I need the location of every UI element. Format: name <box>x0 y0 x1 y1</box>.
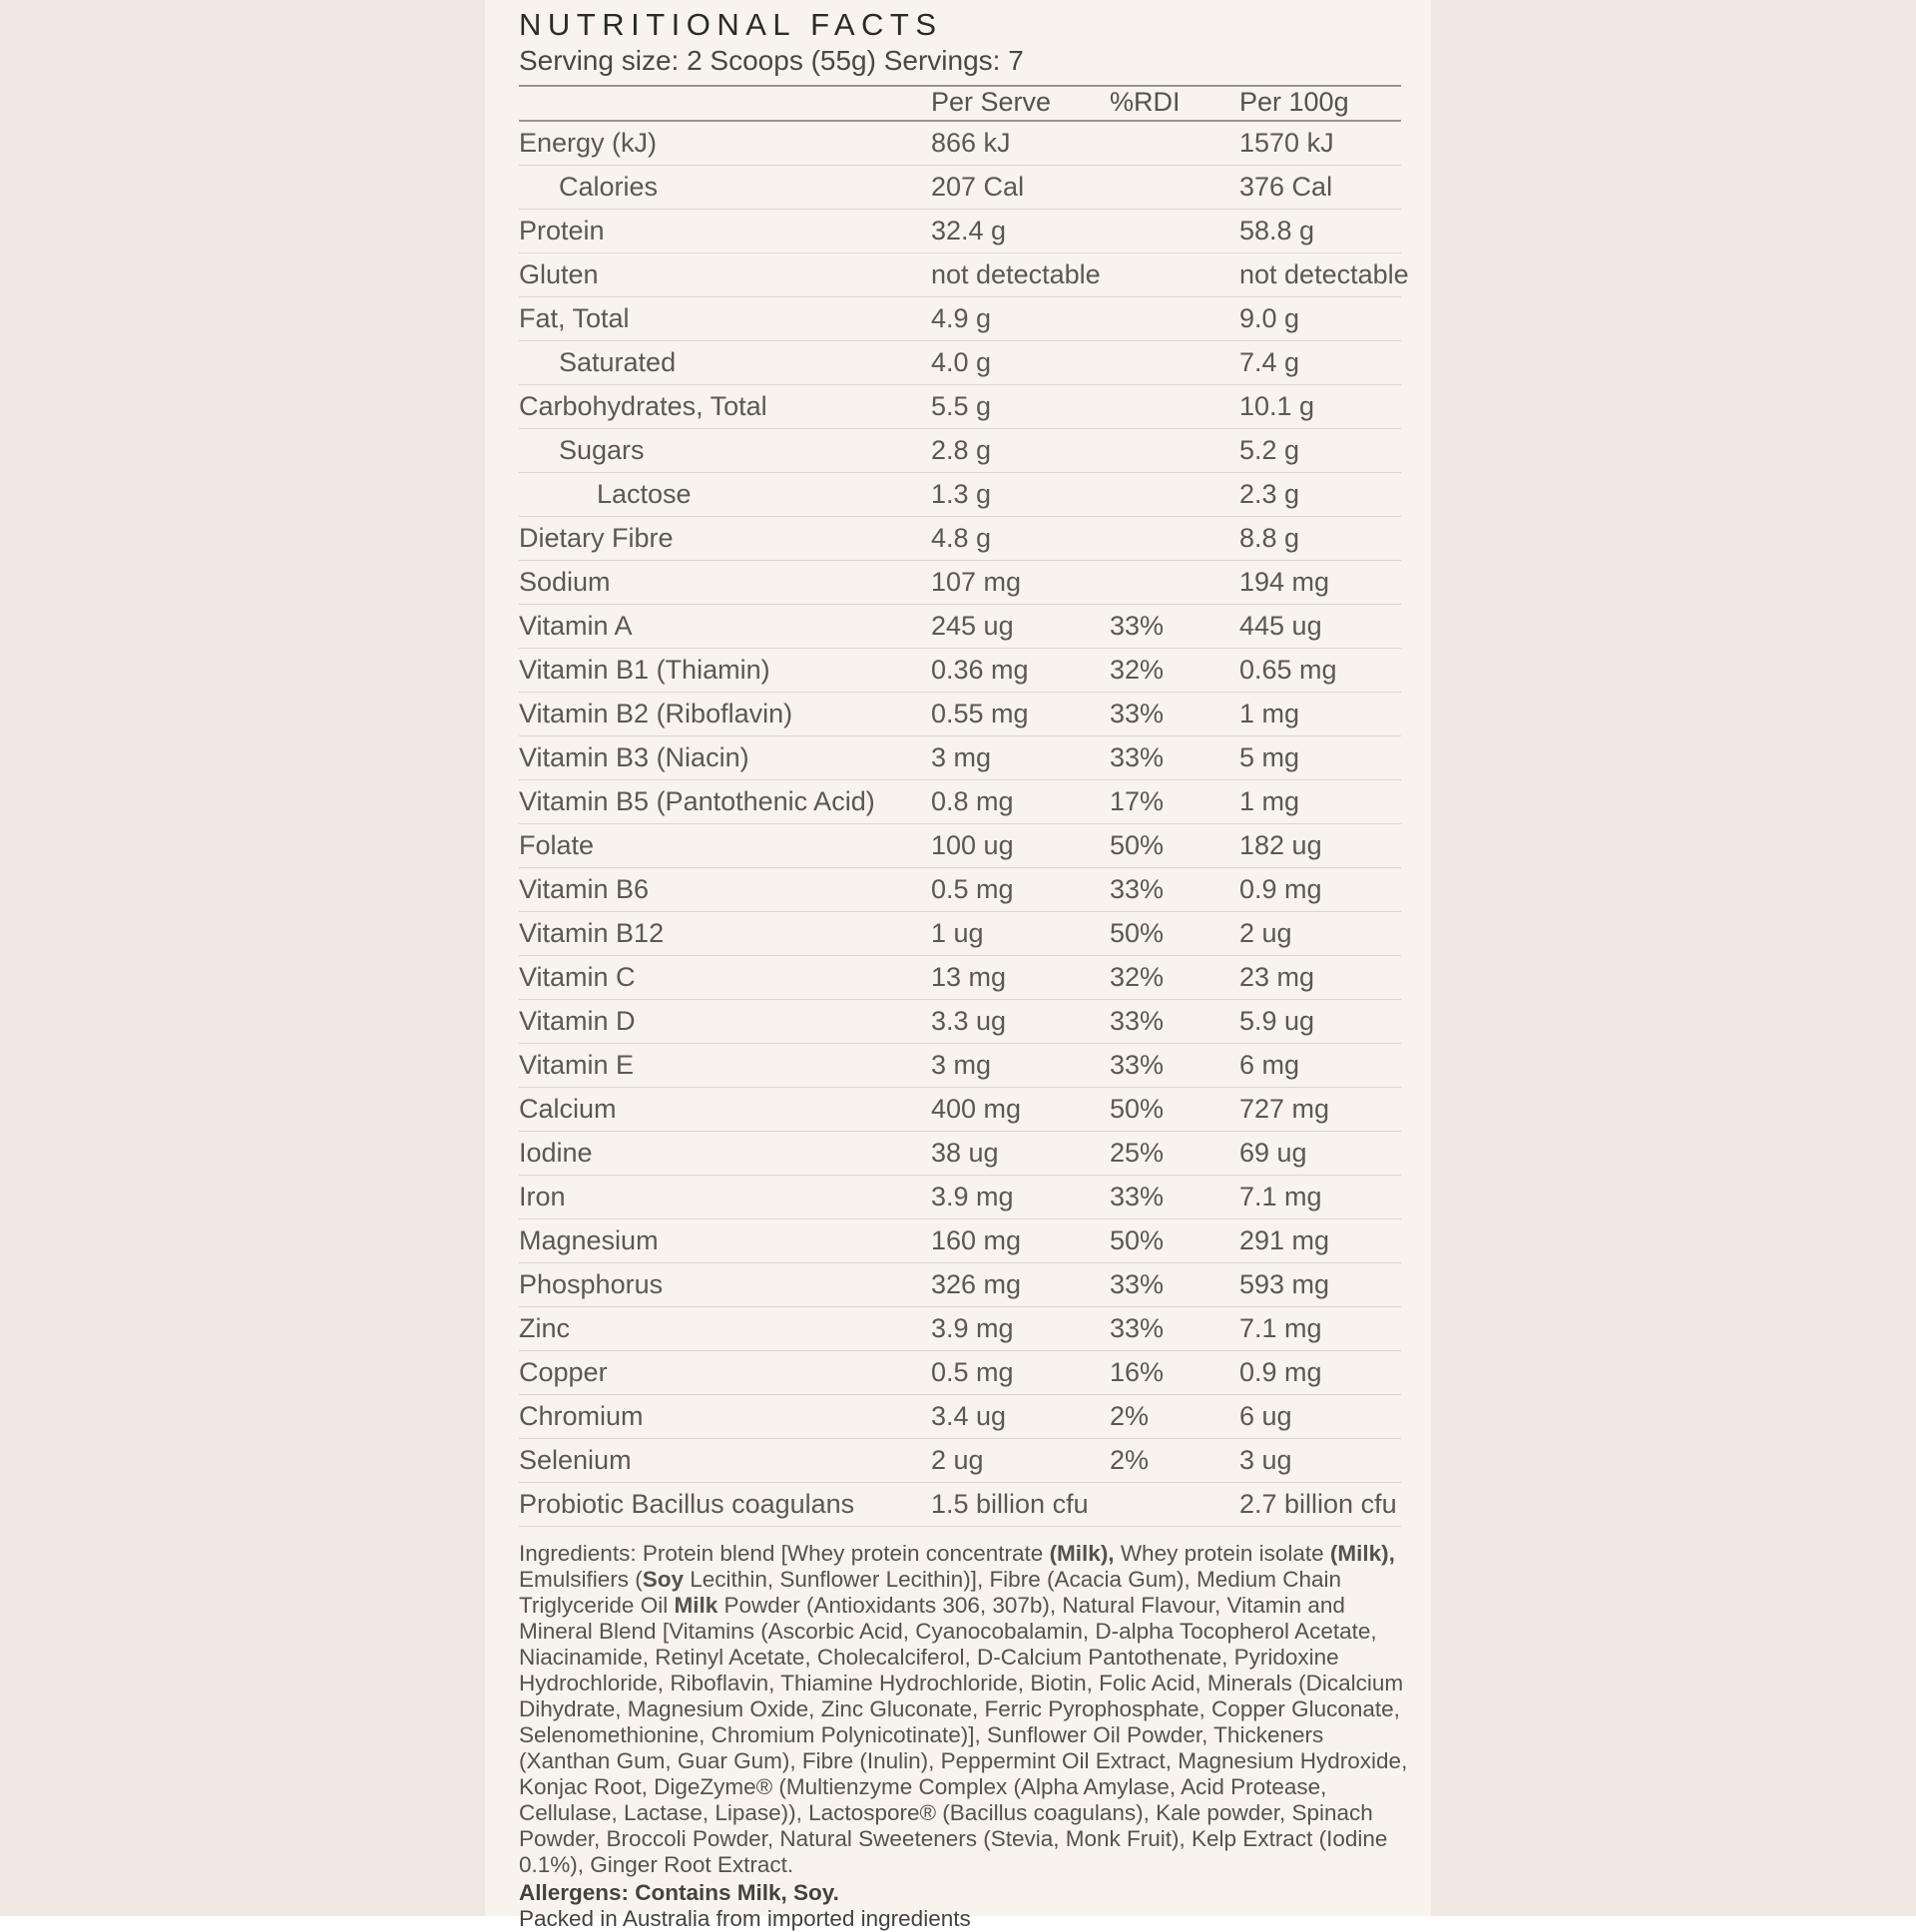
header-per-serve: Per Serve <box>931 87 1052 117</box>
table-row <box>519 253 1409 297</box>
per-serve-value: 4.9 g <box>931 303 992 333</box>
table-row <box>519 824 1401 868</box>
nutrient-label: Carbohydrates, Total <box>519 391 767 421</box>
nutrient-label: Phosphorus <box>519 1269 664 1299</box>
per-serve-value: 3 mg <box>931 1050 992 1080</box>
rdi-value: 32% <box>1110 962 1165 992</box>
per-serve-value: 207 Cal <box>931 172 1025 202</box>
per-serve-value: 0.5 mg <box>931 874 1014 904</box>
per-serve-value: not detectable <box>931 259 1101 289</box>
per-100g-value: 5.2 g <box>1239 435 1300 465</box>
rdi-value: 50% <box>1110 1225 1165 1255</box>
nutrition-content <box>519 7 1409 1932</box>
per-serve-value: 3.9 mg <box>931 1182 1014 1211</box>
per-serve-value: 866 kJ <box>931 128 1011 158</box>
rdi-value: 50% <box>1110 1094 1165 1124</box>
per-serve-value: 1.3 g <box>931 479 992 509</box>
per-100g-value: 376 Cal <box>1239 172 1333 202</box>
table-row <box>519 297 1401 341</box>
rdi-value: 33% <box>1110 874 1165 904</box>
per-serve-value: 13 mg <box>931 962 1007 992</box>
serving-size-line: Serving size: 2 Scoops (55g) Servings: 7 <box>519 45 1024 76</box>
table-row <box>519 561 1401 605</box>
per-serve-value: 107 mg <box>931 567 1022 597</box>
per-100g-value: 6 ug <box>1239 1401 1292 1431</box>
per-100g-value: 7.1 mg <box>1239 1313 1322 1343</box>
table-row <box>519 1307 1401 1351</box>
per-100g-value: 194 mg <box>1239 567 1330 597</box>
table-row <box>519 473 1401 517</box>
table-row <box>519 868 1401 912</box>
per-100g-value: 182 ug <box>1239 830 1322 860</box>
per-100g-value: 1 mg <box>1239 786 1300 816</box>
per-100g-value: 9.0 g <box>1239 303 1300 333</box>
rdi-value: 33% <box>1110 611 1165 641</box>
table-row <box>519 1219 1401 1263</box>
per-serve-value: 0.8 mg <box>931 786 1014 816</box>
table-row <box>519 1044 1401 1088</box>
per-100g-value: 69 ug <box>1239 1138 1307 1168</box>
nutrient-label: Folate <box>519 830 595 860</box>
per-100g-value: 8.8 g <box>1239 523 1300 553</box>
nutrient-label: Protein <box>519 216 605 245</box>
per-100g-value: 2.3 g <box>1239 479 1300 509</box>
header-rdi: %RDI <box>1110 87 1181 117</box>
nutrient-label: Calcium <box>519 1094 617 1124</box>
packed-origin-line: Packed in Australia from imported ingredients <box>519 1906 971 1931</box>
nutrient-label: Magnesium <box>519 1225 659 1255</box>
nutrient-label: Sugars <box>559 435 645 465</box>
table-row <box>519 120 1401 166</box>
rdi-value: 25% <box>1110 1138 1165 1168</box>
nutrient-label: Zinc <box>519 1313 571 1343</box>
nutrient-label: Vitamin A <box>519 611 633 641</box>
rdi-value: 33% <box>1110 1006 1165 1036</box>
nutrient-label: Iodine <box>519 1138 593 1168</box>
nutrient-label: Selenium <box>519 1445 632 1475</box>
per-100g-value: 1570 kJ <box>1239 128 1334 158</box>
per-serve-value: 2.8 g <box>931 435 992 465</box>
per-100g-value: 7.1 mg <box>1239 1182 1322 1211</box>
per-100g-value: 23 mg <box>1239 962 1315 992</box>
per-100g-value: 10.1 g <box>1239 391 1315 421</box>
rdi-value: 33% <box>1110 699 1165 728</box>
nutrient-label: Iron <box>519 1182 566 1211</box>
table-row <box>519 1351 1401 1395</box>
nutrient-label: Calories <box>559 172 659 202</box>
per-serve-value: 326 mg <box>931 1269 1022 1299</box>
per-serve-value: 32.4 g <box>931 216 1007 245</box>
per-100g-value: 5.9 ug <box>1239 1006 1315 1036</box>
nutrient-label: Fat, Total <box>519 303 630 333</box>
per-100g-value: 0.9 mg <box>1239 874 1322 904</box>
per-100g-value: 0.65 mg <box>1239 655 1337 685</box>
rdi-value: 16% <box>1110 1357 1165 1387</box>
per-100g-value: 0.9 mg <box>1239 1357 1322 1387</box>
per-serve-value: 3.9 mg <box>931 1313 1014 1343</box>
rdi-value: 33% <box>1110 1182 1165 1211</box>
nutrient-label: Vitamin D <box>519 1006 636 1036</box>
table-row <box>519 166 1401 210</box>
nutrient-label: Lactose <box>597 479 692 509</box>
nutrient-label: Vitamin B1 (Thiamin) <box>519 655 770 685</box>
table-row <box>519 956 1401 1000</box>
nutrient-label: Vitamin B6 <box>519 874 650 904</box>
per-serve-value: 3.3 ug <box>931 1006 1007 1036</box>
table-row <box>519 1132 1401 1176</box>
table-row <box>519 605 1401 649</box>
per-serve-value: 400 mg <box>931 1094 1022 1124</box>
nutrient-label: Dietary Fibre <box>519 523 674 553</box>
per-100g-value: 727 mg <box>1239 1094 1330 1124</box>
rdi-value: 33% <box>1110 1050 1165 1080</box>
per-100g-value: 6 mg <box>1239 1050 1300 1080</box>
table-row <box>519 210 1401 253</box>
per-100g-value: 2 ug <box>1239 918 1292 948</box>
nutrient-label: Vitamin C <box>519 962 636 992</box>
table-row <box>519 1176 1401 1219</box>
nutrient-label: Vitamin B5 (Pantothenic Acid) <box>519 786 875 816</box>
per-serve-value: 100 ug <box>931 830 1014 860</box>
nutrition-panel <box>485 0 1431 1931</box>
per-100g-value: 58.8 g <box>1239 216 1315 245</box>
table-row <box>519 1088 1401 1132</box>
table-row <box>519 912 1401 956</box>
table-row <box>519 736 1401 780</box>
per-serve-value: 160 mg <box>931 1225 1022 1255</box>
table-row <box>519 1483 1401 1527</box>
rdi-value: 2% <box>1110 1401 1150 1431</box>
nutrient-label: Copper <box>519 1357 608 1387</box>
nutrient-label: Vitamin B3 (Niacin) <box>519 742 749 772</box>
per-serve-value: 2 ug <box>931 1445 984 1475</box>
table-row <box>519 693 1401 736</box>
rdi-value: 50% <box>1110 830 1165 860</box>
per-100g-value: 1 mg <box>1239 699 1300 728</box>
table-row <box>519 385 1401 429</box>
table-row <box>519 429 1401 473</box>
table-row <box>519 517 1401 561</box>
rdi-value: 50% <box>1110 918 1165 948</box>
nutrient-label: Gluten <box>519 259 599 289</box>
ingredients-paragraph: Ingredients: Protein blend [Whey protein concentrate (Milk), Whey protein isolate (Milk), Emulsifiers (Soy Lecithin, Sunflower Lecithin)], Fibre (Acacia Gum), Medium Chain Triglyceride Oil Milk Powder (Antioxidants 306, 307b), Natural Flavour, Vitamin and Mineral Blend [Vitamins (Ascorbic Acid, Cyanocobalamin, D-alpha Tocopherol Acetate, Niacinamide, Retinyl Acetate, Cholecalciferol, D-Calcium Pantothenate, Pyridoxine Hydrochloride, Riboflavin, Thiamine Hydrochloride, Biotin, Folic Acid, Minerals (Dicalcium Dihydrate, Magnesium Oxide, Zinc Gluconate, Ferric Pyrophosphate, Copper Gluconate, Selenomethionine, Chromium Polynicotinate)], Sunflower Oil Powder, Thickeners (Xanthan Gum, Guar Gum), Fibre (Inulin), Peppermint Oil Extract, Magnesium Hydroxide, Konjac Root, DigeZyme® (Multienzyme Complex (Alpha Amylase, Acid Protease, Cellulase, Lactase, Lipase)), Lactospore® (Bacillus coagulans), Kale powder, Spinach Powder, Broccoli Powder, Natural Sweeteners (Stevia, Monk Fruit), Kelp Extract (Iodine 0.1%), Ginger Root Extract. <box>519 1541 1408 1877</box>
per-100g-value: 3 ug <box>1239 1445 1292 1475</box>
nutrient-label: Saturated <box>559 347 677 377</box>
table-row <box>519 780 1401 824</box>
rdi-value: 32% <box>1110 655 1165 685</box>
page-title: NUTRITIONAL FACTS <box>519 7 943 42</box>
per-serve-value: 0.36 mg <box>931 655 1029 685</box>
table-row <box>519 1263 1401 1307</box>
per-serve-value: 0.5 mg <box>931 1357 1014 1387</box>
per-serve-value: 3.4 ug <box>931 1401 1007 1431</box>
table-header-row <box>519 87 1401 120</box>
allergens-line: Allergens: Contains Milk, Soy. <box>519 1880 839 1905</box>
per-serve-value: 3 mg <box>931 742 992 772</box>
table-row <box>519 341 1401 385</box>
nutrient-label: Vitamin B2 (Riboflavin) <box>519 699 793 728</box>
per-serve-value: 4.8 g <box>931 523 992 553</box>
table-row <box>519 1000 1401 1044</box>
header-per-100g: Per 100g <box>1239 87 1349 117</box>
per-serve-value: 38 ug <box>931 1138 999 1168</box>
table-row <box>519 1439 1401 1483</box>
nutrient-label: Chromium <box>519 1401 644 1431</box>
nutrient-label: Energy (kJ) <box>519 128 658 158</box>
nutrient-label: Vitamin E <box>519 1050 635 1080</box>
header-spacer <box>519 118 931 121</box>
per-100g-value: 291 mg <box>1239 1225 1330 1255</box>
rdi-value: 33% <box>1110 1269 1165 1299</box>
per-serve-value: 5.5 g <box>931 391 992 421</box>
per-serve-value: 0.55 mg <box>931 699 1029 728</box>
per-100g-value: 445 ug <box>1239 611 1322 641</box>
per-100g-value: 593 mg <box>1239 1269 1330 1299</box>
per-serve-value: 1 ug <box>931 918 984 948</box>
per-100g-value: 5 mg <box>1239 742 1300 772</box>
table-row <box>519 649 1401 693</box>
nutrient-label: Sodium <box>519 567 611 597</box>
nutrition-table <box>519 120 1409 1527</box>
per-100g-value: 2.7 billion cfu <box>1239 1489 1397 1519</box>
nutrient-label: Vitamin B12 <box>519 918 665 948</box>
per-100g-value: not detectable <box>1239 259 1409 289</box>
per-serve-value: 245 ug <box>931 611 1014 641</box>
rdi-value: 33% <box>1110 742 1165 772</box>
rdi-value: 33% <box>1110 1313 1165 1343</box>
rdi-value: 17% <box>1110 786 1165 816</box>
per-100g-value: 7.4 g <box>1239 347 1300 377</box>
per-serve-value: 4.0 g <box>931 347 992 377</box>
nutrient-label: Probiotic Bacillus coagulans <box>519 1489 855 1519</box>
rdi-value: 2% <box>1110 1445 1150 1475</box>
per-serve-value: 1.5 billion cfu <box>931 1489 1089 1519</box>
table-row <box>519 1395 1401 1439</box>
